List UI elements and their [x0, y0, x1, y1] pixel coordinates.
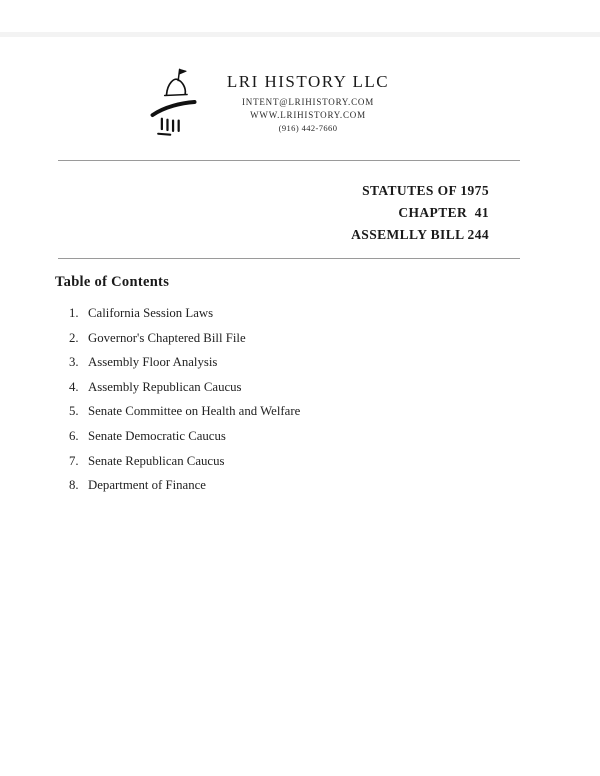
toc-item: [69, 455, 300, 468]
toc-item-number: 2.: [69, 330, 79, 345]
toc-item-label: Department of Finance: [88, 478, 206, 493]
case-reference-block: [351, 180, 489, 246]
toc-item: [69, 479, 300, 492]
toc-item: [69, 381, 300, 394]
company-website: WWW.LRIHISTORY.COM: [250, 110, 366, 120]
toc-item-number: 3.: [69, 355, 79, 370]
toc-item-number: 7.: [69, 453, 79, 468]
company-phone: (916) 442-7660: [278, 123, 338, 133]
bill-line: ASSEMLLY BILL 244: [351, 227, 489, 242]
divider-top: [58, 160, 520, 161]
statutes-line: STATUTES OF 1975: [362, 183, 489, 198]
toc-item-label: Assembly Floor Analysis: [88, 355, 218, 370]
toc-item: [69, 332, 300, 345]
toc-item: [69, 356, 300, 369]
toc-item-label: Senate Committee on Health and Welfare: [88, 404, 301, 419]
toc-item-number: 8.: [69, 478, 79, 493]
toc-list: [69, 307, 300, 504]
toc-item: [69, 405, 300, 418]
capitol-sketch-icon: [146, 64, 202, 140]
toc-item-number: 5.: [69, 404, 79, 419]
toc-item-number: 1.: [69, 306, 79, 320]
company-email: INTENT@LRIHISTORY.COM: [241, 97, 374, 107]
toc-item-number: 6.: [69, 428, 79, 443]
toc-item-label: Senate Democratic Caucus: [88, 428, 226, 443]
chapter-line: CHAPTER 41: [398, 205, 489, 220]
divider-bottom: [58, 258, 520, 259]
scan-artifact-band: [0, 32, 600, 37]
company-name: LRI HISTORY LLC: [226, 72, 390, 91]
toc-item-label: Governor's Chaptered Bill File: [88, 330, 246, 345]
toc-item: [69, 430, 300, 443]
toc-item-number: 4.: [69, 379, 79, 394]
toc-item-label: Senate Republican Caucus: [88, 453, 225, 468]
toc-item-label: California Session Laws: [88, 306, 214, 320]
toc-item: [69, 307, 300, 320]
toc-item-label: Assembly Republican Caucus: [88, 379, 242, 394]
letterhead-text: [208, 64, 408, 133]
letterhead: [146, 64, 408, 140]
toc-title: Table of Contents: [55, 274, 170, 290]
